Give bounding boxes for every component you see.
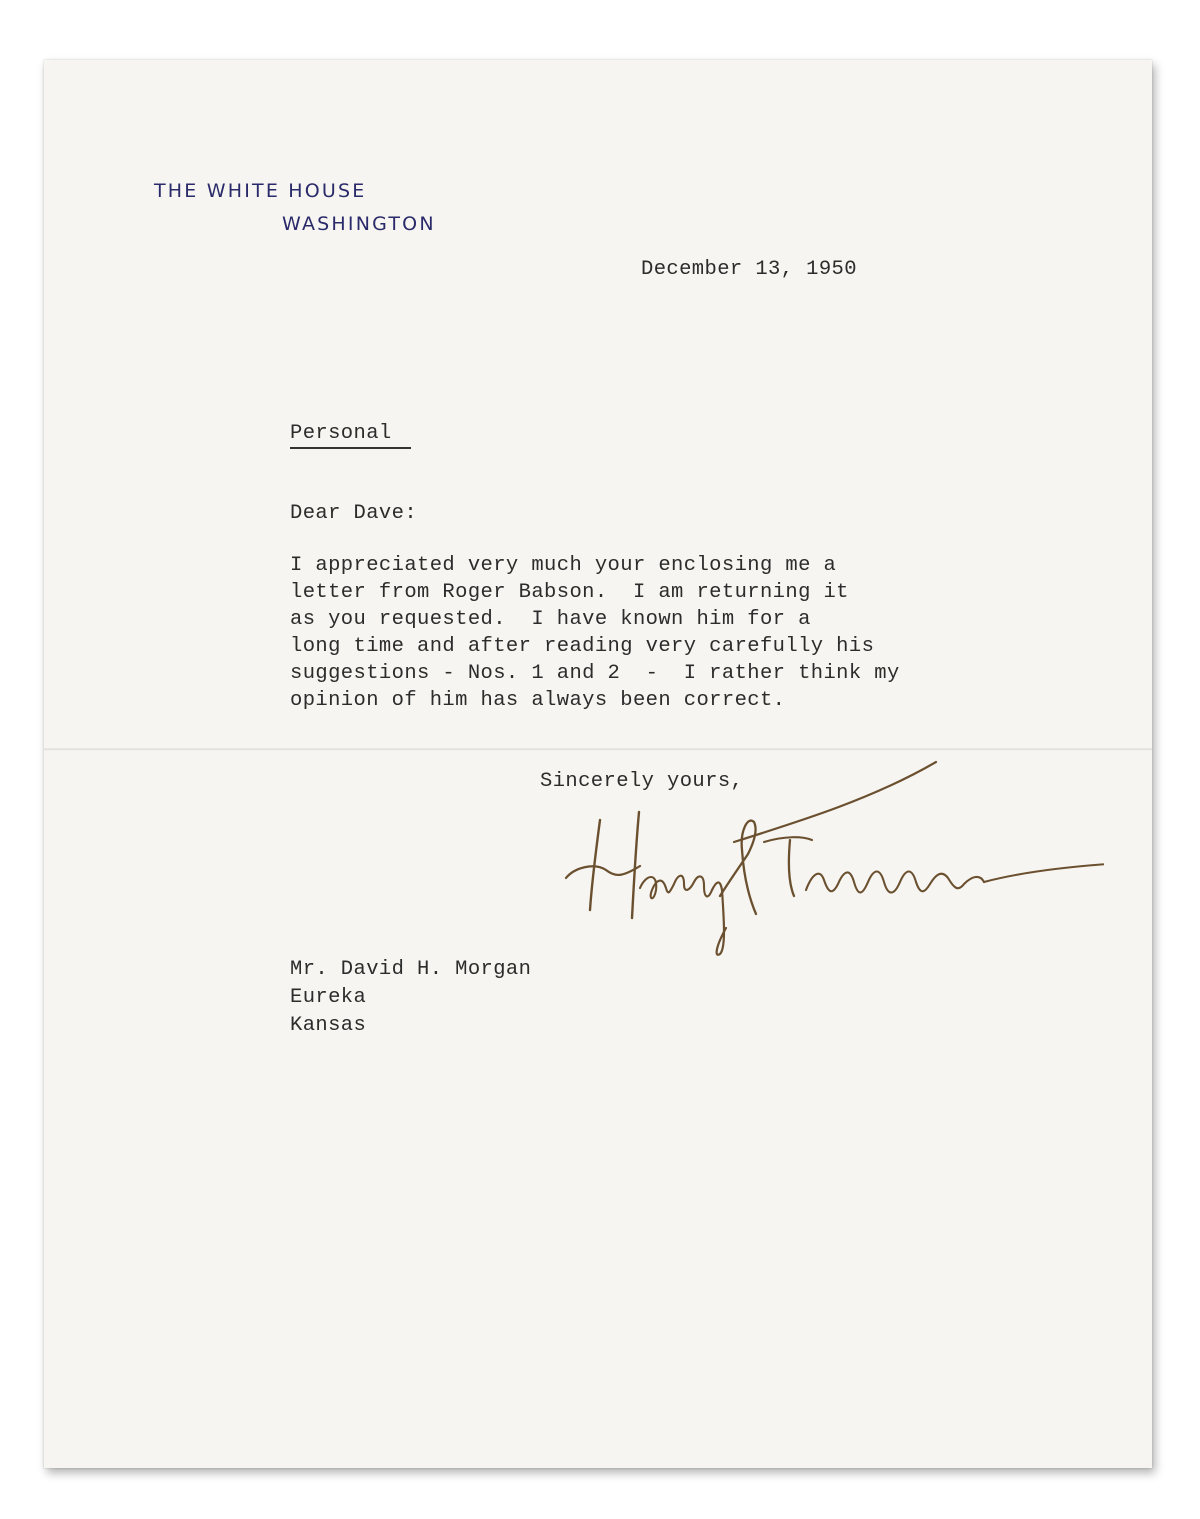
recipient-address — [290, 956, 531, 1040]
closing: Sincerely yours, — [540, 770, 744, 793]
letter-page — [44, 60, 1152, 1468]
body-line: I appreciated very much your enclosing me a — [290, 554, 837, 577]
personal-underline — [290, 447, 411, 449]
letterhead-line-1: THE WHITE HOUSE — [154, 180, 367, 202]
salutation: Dear Dave: — [290, 502, 418, 525]
recipient-city: Eureka — [290, 986, 367, 1009]
body-line: letter from Roger Babson. I am returning it — [290, 581, 849, 604]
personal-marking: Personal — [290, 422, 392, 445]
body-line: as you requested. I have known him for a — [290, 608, 811, 631]
letterhead-line-2: WASHINGTON — [282, 213, 436, 235]
body-line: opinion of him has always been correct. — [290, 689, 786, 712]
recipient-name: Mr. David H. Morgan — [290, 958, 532, 981]
recipient-state: Kansas — [290, 1014, 367, 1037]
letter-date: December 13, 1950 — [641, 258, 857, 281]
body-line: long time and after reading very carefully his — [290, 635, 875, 658]
body-line: suggestions - Nos. 1 and 2 - I rather think my — [290, 662, 900, 685]
letter-body — [290, 552, 950, 714]
handwritten-signature — [544, 750, 1104, 960]
